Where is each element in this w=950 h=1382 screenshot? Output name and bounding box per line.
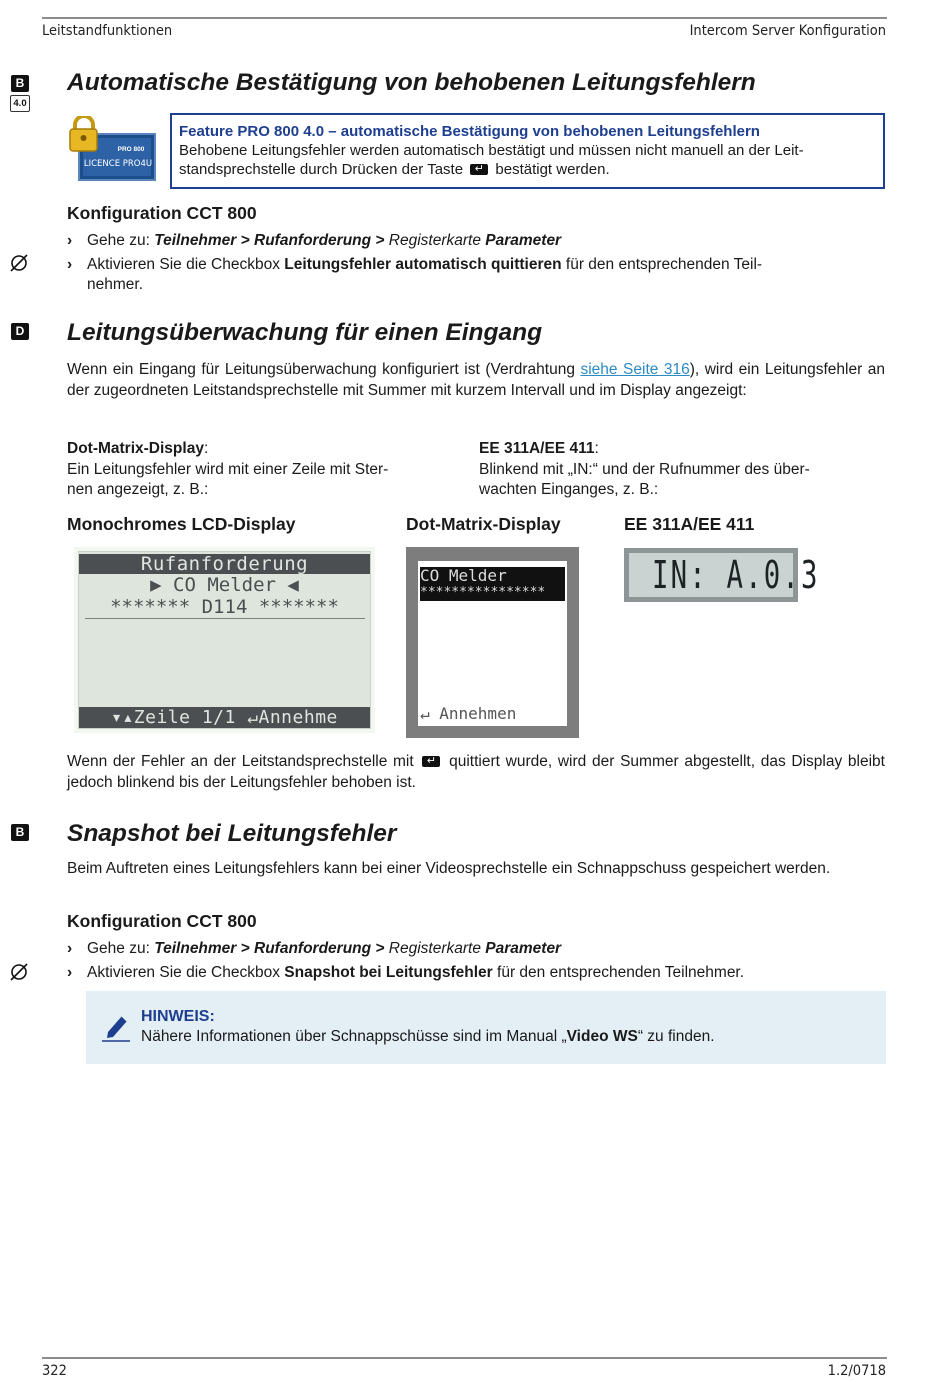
step-tab: Parameter <box>485 940 562 957</box>
footer-rule <box>42 1357 887 1359</box>
intro-a: Wenn ein Eingang für Leitungsüberwachung konfiguriert ist (Verdrahtung <box>67 361 581 378</box>
intro-paragraph: Beim Auftreten eines Leitungsfehlers kann bei einer Videosprechstelle ein Schnappschuss gespeichert werden. <box>67 860 831 877</box>
intro-b: ), wird ein Leitungsfehler an der zugeordneten Leitstandsprechstelle mit Summer mit kurzem Intervall und im Display angezeigt: <box>67 361 886 399</box>
after-b: quittiert wurde, wird der Summer abgestellt, das Display bleibt jedoch blinkend bis der Leitungsfehler behoben ist. <box>67 753 885 791</box>
section-badge-d: D <box>11 323 29 340</box>
page-link[interactable]: siehe Seite 316 <box>580 361 690 378</box>
lcd-screen <box>418 561 567 726</box>
right-column <box>479 439 879 501</box>
after-a: Wenn der Fehler an der Leitstandsprechstelle mit <box>67 753 414 770</box>
checkbox-name: Snapshot bei Leitungsfehler <box>284 964 493 981</box>
header-left: Leitstandfunktionen <box>42 23 173 39</box>
mono-lcd-display <box>74 547 375 733</box>
feature-box <box>170 113 885 189</box>
lcd-line: **************** <box>420 584 565 601</box>
intro-paragraph <box>67 360 885 401</box>
lcd-line: ******* D114 ******* <box>110 597 339 617</box>
lcd-line: ▶ CO Melder ◀ <box>150 575 299 595</box>
col-line1: Blinkend mit „IN:“ und der Rufnummer des über- <box>479 460 810 478</box>
section-badge-b: B <box>11 75 29 92</box>
document-version: 1.2/0718 <box>827 1363 886 1379</box>
enter-key-icon <box>422 756 440 767</box>
license-line1: PRO 800 <box>117 146 145 153</box>
step-prefix: Aktivieren Sie die Checkbox <box>87 964 285 981</box>
lcd-line: Rufanforderung <box>79 554 370 574</box>
lcd-line: CO Melder <box>420 567 565 584</box>
step-suffix: für den entsprechenden Teilnehmer. <box>492 964 745 981</box>
feature-line2-b: bestätigt werden. <box>495 161 610 178</box>
col-colon: : <box>203 440 209 457</box>
section-badge-b2: B <box>11 824 29 841</box>
version-badge: 4.0 <box>10 95 30 112</box>
pen-icon <box>100 1010 132 1042</box>
section-title: Snapshot bei Leitungsfehler <box>67 820 397 847</box>
feature-line2-a: standsprechstelle durch Drücken der Taste <box>179 161 464 178</box>
section-title: Leitungsüberwachung für einen Eingang <box>67 319 543 346</box>
config-heading: Konfiguration CCT 800 <box>67 203 257 223</box>
step-prefix: Gehe zu: <box>87 940 155 957</box>
step-suffix: für den entsprechenden Teil- <box>561 256 763 273</box>
lcd-line: ▾▴Zeile 1/1 ↵Annehme <box>79 707 370 728</box>
enter-key-icon <box>470 164 488 175</box>
license-line2: LICENCE PRO4U <box>83 159 153 169</box>
step-item <box>67 939 885 959</box>
section-title: Automatische Bestätigung von behobenen Leitungsfehlern <box>67 69 756 96</box>
step-mid: Registerkarte <box>384 232 486 249</box>
chevron-right-icon: › <box>67 232 73 249</box>
chevron-right-icon: › <box>67 940 73 957</box>
col-colon: : <box>594 440 599 457</box>
no-symbol-icon <box>9 253 29 273</box>
step-prefix: Aktivieren Sie die Checkbox <box>87 256 285 273</box>
lcd-footer: ↵ Annehmen <box>420 704 517 723</box>
config-heading: Konfiguration CCT 800 <box>67 911 257 931</box>
lcd-screen <box>629 553 820 597</box>
col-line1: Ein Leitungsfehler wird mit einer Zeile mit Ster- <box>67 460 389 478</box>
header-rule <box>42 17 887 19</box>
ee-display <box>624 548 820 602</box>
step-path: Teilnehmer > Rufanforderung > <box>154 940 385 957</box>
chevron-right-icon: › <box>67 964 73 981</box>
hint-title: HINWEIS: <box>141 1008 215 1025</box>
segment-text: IN: A.0.3 <box>651 553 820 597</box>
hint-body-b: “ zu finden. <box>637 1028 715 1045</box>
col-heading: Dot-Matrix-Display <box>67 440 204 457</box>
no-symbol-icon <box>9 962 29 982</box>
hint-body <box>141 1028 715 1046</box>
step-line2: nehmer. <box>87 276 144 293</box>
col-heading: EE 311A/EE 411 <box>479 440 595 457</box>
step-item <box>67 231 885 251</box>
lcd-screen <box>78 551 371 729</box>
license-logo <box>69 116 157 182</box>
caption-mono-lcd: Monochromes LCD-Display <box>67 514 296 534</box>
left-column <box>67 439 467 501</box>
caption-dot-matrix: Dot-Matrix-Display <box>406 514 561 534</box>
step-tab: Parameter <box>485 232 562 249</box>
hint-box <box>86 991 886 1064</box>
col-line2: wachten Einganges, z. B.: <box>479 481 659 498</box>
after-paragraph <box>67 752 885 793</box>
col-line2: nen angezeigt, z. B.: <box>67 481 209 498</box>
hint-body-a: Nähere Informationen über Schnappschüsse sind im Manual „ <box>141 1028 567 1045</box>
manual-name: Video WS <box>566 1028 638 1045</box>
feature-title: Feature PRO 800 4.0 – automatische Bestätigung von behobenen Leitungsfehlern <box>179 123 760 140</box>
dot-matrix-display <box>406 547 579 738</box>
step-item <box>67 255 885 295</box>
step-path: Teilnehmer > Rufanforderung > <box>154 232 385 249</box>
step-mid: Registerkarte <box>384 940 486 957</box>
checkbox-name: Leitungsfehler automatisch quittieren <box>284 256 562 273</box>
feature-line1: Behobene Leitungsfehler werden automatisch bestätigt und müssen nicht manuell an der Leit- <box>179 142 804 159</box>
page-number: 322 <box>42 1363 67 1379</box>
step-prefix: Gehe zu: <box>87 232 155 249</box>
chevron-right-icon: › <box>67 256 73 273</box>
feature-line2 <box>179 160 876 179</box>
header-right: Intercom Server Konfiguration <box>689 23 886 39</box>
lcd-divider <box>85 618 365 619</box>
caption-ee-display: EE 311A/EE 411 <box>624 514 755 534</box>
step-item <box>67 963 885 983</box>
